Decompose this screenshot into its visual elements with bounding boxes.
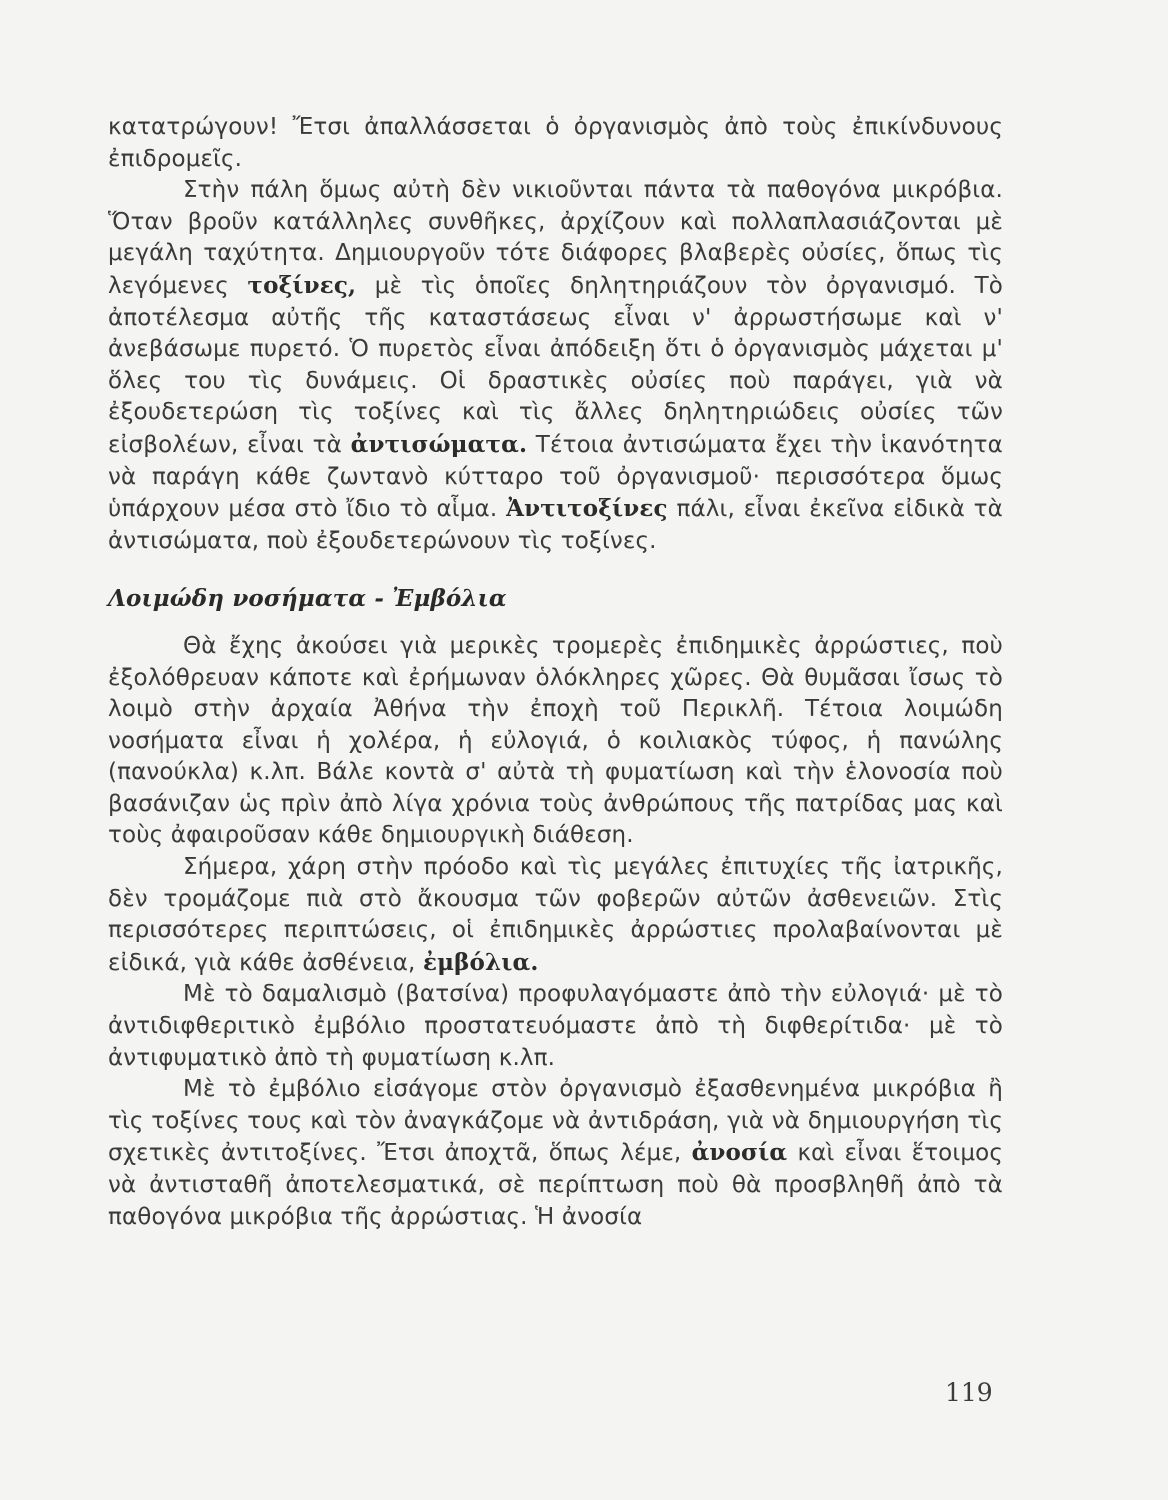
text-segment: Μὲ τὸ ἐμβόλιο εἰσάγομε στὸν ὀργανισμὸ ἐξασθενημένα μικρόβια ἢ τὶς τοξίνες τους καὶ τὸν ἀναγκάζομε νὰ ἀντιδράση, γιὰ νὰ δημιουργήση τὶς σχετικὲς ἀντιτοξίνες. Ἔτσι ἀποχτᾶ, ὅπως λέμε, [108, 1076, 1003, 1167]
paragraphs-top [108, 112, 1003, 557]
bold-term: τοξίνες, [247, 271, 357, 299]
text-segment: κατατρώγουν! Ἔτσι ἀπαλλάσσεται ὁ ὀργανισμὸς ἀπὸ τοὺς ἐπικίνδυνους ἐπιδρομεῖς. [108, 114, 1003, 172]
text-segment: Μὲ τὸ δαμαλισμὸ (βατσίνα) προφυλαγόμαστε ἀπὸ τὴν εὐλογιά· μὲ τὸ ἀντιδιφθεριτικὸ ἐμβόλιο προστατευόμαστε ἀπὸ τὴ διφθερίτιδα· μὲ τὸ ἀντιφυματικὸ ἀπὸ τὴ φυματίωση κ.λπ. [108, 981, 1003, 1071]
text-segment: καὶ εἶναι ἕτοιμος νὰ ἀντισταθῆ ἀποτελεσματικά, σὲ περίπτωση ποὺ θὰ προσβληθῆ ἀπὸ τὰ παθογόνα μικρόβια τῆς ἀρρώστιας. Ἡ ἀνοσία [108, 1140, 1003, 1230]
text-segment: πάλι, εἶναι ἐκεῖνα εἰδικὰ τὰ ἀντισώματα, ποὺ ἐξουδετερώνουν τὶς τοξίνες. [108, 496, 1003, 554]
paragraph [108, 979, 1003, 1074]
text-segment: μὲ τὶς ὁποῖες δηλητηριάζουν τὸν ὀργανισμό. Τὸ ἀποτέλεσμα αὐτῆς τῆς καταστάσεως εἶναι ν' ἀρρωστήσωμε καὶ ν' ἀνεβάσωμε πυρετό. Ὁ πυρετὸς εἶναι ἀπόδειξη ὅτι ὁ ὀργανισμὸς μάχεται μ' ὅλες του τὶς δυνάμεις. Οἱ δραστικὲς οὐσίες ποὺ παράγει, γιὰ νὰ ἐξουδετερώση τὶς τοξίνες καὶ τὶς ἄλλες δηλητηριώδεις οὐσίες τῶν εἰσβολέων, εἶναι τὰ [108, 272, 1003, 458]
paragraph [108, 1074, 1003, 1233]
section-heading: Λοιμώδη νοσήματα - Ἐμβόλια [108, 585, 507, 613]
paragraph [108, 852, 1003, 979]
paragraphs-bottom [108, 631, 1003, 1233]
paragraph [108, 112, 1003, 175]
page-text [108, 112, 1003, 1233]
text-segment: Στὴν πάλη ὅμως αὐτὴ δὲν νικιοῦνται πάντα τὰ παθογόνα μικρόβια. Ὅταν βροῦν κατάλληλες συνθῆκες, ἀρχίζουν καὶ πολλαπλασιάζονται μὲ μεγάλη ταχύτητα. Δημιουργοῦν τότε διάφορες βλαβερὲς οὐσίες, ὅπως τὶς λεγόμενες [108, 177, 1003, 299]
text-segment: Θὰ ἔχης ἀκούσει γιὰ μερικὲς τρομερὲς ἐπιδημικὲς ἀρρώστιες, ποὺ ἐξολόθρευαν κάποτε καὶ ἐρήμωναν ὁλόκληρες χῶρες. Θὰ θυμᾶσαι ἴσως τὸ λοιμὸ στὴν ἀρχαία Ἀθήνα τὴν ἐποχὴ τοῦ Περικλῆ. Τέτοια λοιμώδη νοσήματα εἶναι ἡ χολέρα, ἡ εὐλογιά, ὁ κοιλιακὸς τύφος, ἡ πανώλης (πανούκλα) κ.λπ. Βάλε κοντὰ σ' αὐτὰ τὴ φυματίωση καὶ τὴν ἑλονοσία ποὺ βασάνιζαν ὡς πρὶν ἀπὸ λίγα χρόνια τοὺς ἀνθρώπους τῆς πατρίδας μας καὶ τοὺς ἀφαιροῦσαν κάθε δημιουργικὴ διάθεση. [108, 632, 1003, 849]
bold-term: Ἀντιτοξίνες [506, 495, 668, 523]
bold-term: ἀνοσία [691, 1139, 788, 1167]
bold-term: ἀντισώματα. [350, 430, 528, 458]
paragraph [108, 175, 1003, 557]
paragraph [108, 631, 1003, 852]
text-segment: Τέτοια ἀντισώματα ἔχει τὴν ἱκανότητα νὰ παράγη κάθε ζωντανὸ κύτταρο τοῦ ὀργανισμοῦ· περισσότερα ὅμως ὑπάρχουν μέσα στὸ ἴδιο τὸ αἷμα. [108, 431, 1003, 523]
text-segment: Σήμερα, χάρη στὴν πρόοδο καὶ τὶς μεγάλες ἐπιτυχίες τῆς ἰατρικῆς, δὲν τρομάζομε πιὰ στὸ ἄκουσμα τῶν φοβερῶν αὐτῶν ἀσθενειῶν. Στὶς περισσότερες περιπτώσεις, οἱ ἐπιδημικὲς ἀρρώστιες προλαβαίνονται μὲ εἰδικά, γιὰ κάθε ἀσθένεια, [108, 854, 1003, 976]
page-number: 119 [945, 1378, 993, 1407]
bold-term: ἐμβόλια. [422, 948, 539, 976]
